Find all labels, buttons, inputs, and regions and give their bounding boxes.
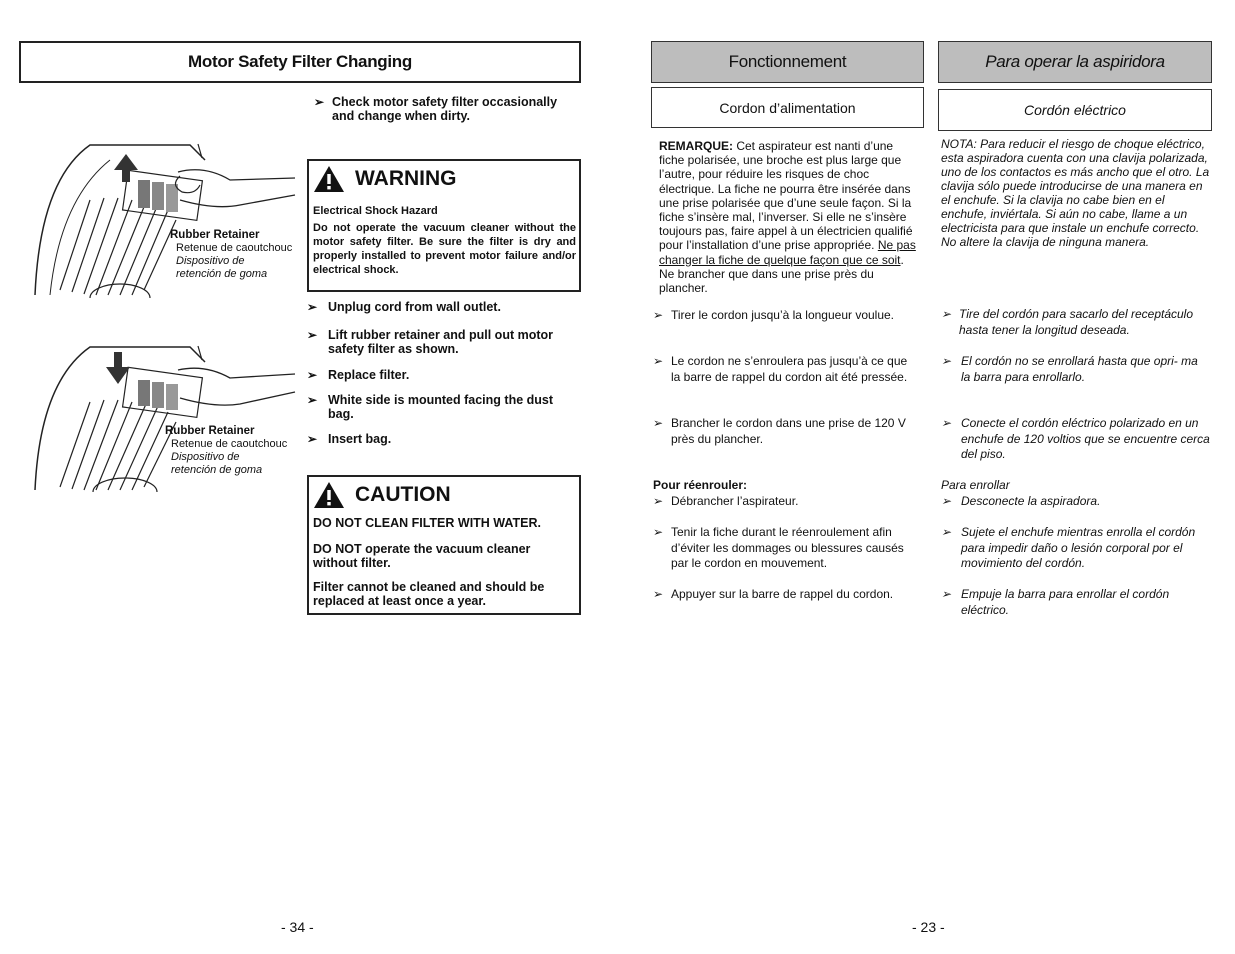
french-rewind-step: ➢ Tenir la fiche durant le réenroulement afin d’éviter les dommages ou blessures causés par le cordon en mouvement. [653,525,904,570]
arrow-icon: ➢ [941,307,952,321]
spanish-rewind-step: ➢ Empuje la barra para enrollar el cordón eléctrico. [941,587,1170,617]
figure2-caption: Rubber Retainer Retenue de caoutchouc Dispositivo de retención de goma [165,425,288,476]
spanish-header: Para operar la aspiridora [938,41,1212,83]
arrow-icon: ➢ [307,328,318,342]
page-number-right: - 23 - [912,919,945,935]
caution-line: Filter cannot be cleaned and should be replaced at least once a year. [313,580,545,608]
spanish-bullet: ➢ Conecte el cordón eléctrico polarizado en un enchufe de 120 voltios que se encuentre cerca del piso. [941,416,1210,461]
spanish-subheader: Cordón eléctrico [938,89,1212,131]
arrow-icon: ➢ [653,587,664,601]
spanish-rewind-step: ➢ Desconecte la aspiradora. [941,494,1101,508]
left-title-box [19,41,581,83]
step-item: ➢ White side is mounted facing the dust bag. [307,393,554,421]
arrow-icon: ➢ [653,308,664,322]
warning-heading: WARNING [355,167,457,190]
warning-box [307,159,581,292]
spanish-bullet: ➢ El cordón no se enrollará hasta que opri- ma la barra para enrollarlo. [941,354,1198,384]
arrow-icon: ➢ [941,354,952,368]
french-rewind-step: ➢ Débrancher l’aspirateur. [653,494,799,508]
french-bullet: ➢ Le cordon ne s’enroulera pas jusqu’à ce que la barre de rappel du cordon ait été pressée. [653,354,908,384]
warning-icon [313,165,345,193]
arrow-icon: ➢ [307,300,318,314]
arrow-icon: ➢ [653,354,664,368]
arrow-icon: ➢ [941,525,952,539]
intro-bullet: ➢ Check motor safety filter occasionally and change when dirty. [314,95,558,123]
caution-line: DO NOT CLEAN FILTER WITH WATER. [313,516,541,530]
french-header: Fonctionnement [651,41,924,83]
spanish-rewind-step: ➢ Sujete el enchufe mientras enrolla el cordón para impedir daño o lesión corporal por el movimiento del cordón. [941,525,1196,570]
french-bullet: ➢ Tirer le cordon jusqu’à la longueur voulue. [653,308,895,322]
spanish-rewind-title: Para enrollar [941,478,1010,492]
step-item: ➢ Replace filter. [307,368,410,382]
arrow-icon: ➢ [941,416,952,430]
french-note: REMARQUE: Cet aspirateur est nanti d’une fiche polarisée, une broche est plus large que l’autre, pour réduire les risques de choc électrique. La fiche ne pourra être insérée dans une prise polarisée que d’une seule façon. Si la fiche s’insère mal, l’inverser. Si elle ne s’insère toujours pas, faire appel à un électricien qualifié pour l’installation d’une prise appropriée. Ne pas changer la fiche de quelque façon que ce soit. Ne brancher que dans une prise près du plancher. [659,139,916,296]
step-item: ➢ Lift rubber retainer and pull out motor safety filter as shown. [307,328,553,356]
arrow-icon: ➢ [941,494,952,508]
caution-heading: CAUTION [355,483,451,506]
french-rewind-step: ➢ Appuyer sur la barre de rappel du cordon. [653,587,894,601]
step-item: ➢ Unplug cord from wall outlet. [307,300,501,314]
arrow-icon: ➢ [941,587,952,601]
arrow-icon: ➢ [307,432,318,446]
step-item: ➢ Insert bag. [307,432,392,446]
arrow-icon: ➢ [653,416,664,430]
french-bullet: ➢ Brancher le cordon dans une prise de 120 V près du plancher. [653,416,906,446]
page-title: Motor Safety Filter Changing [188,52,412,71]
french-subheader: Cordon d’alimentation [651,87,924,128]
arrow-icon: ➢ [307,393,318,407]
spanish-note: NOTA: Para reducir el riesgo de choque eléctrico, esta aspiradora cuenta con una clavija polarizada, uno de los contactos es más ancho que el otro. La clavija sólo puede introducirse de una manera en el enchufe. Si la clavija no cabe bien en el enchufe, inviértala. Si aún no cabe, llame a un electricista para que instale un enchufe correcto. No altere la clavija de ninguna manera. [941,137,1210,249]
warning-body: Do not operate the vacuum cleaner without the motor safety filter. Be sure the filter is dry and properly installed to prevent motor failure and/or electrical shock. [313,222,576,276]
page-number-left: - 34 - [281,919,314,935]
arrow-icon: ➢ [653,525,664,539]
caution-line: DO NOT operate the vacuum cleaner without filter. [313,542,531,570]
french-rewind-title: Pour réenrouler: [653,478,748,492]
arrow-icon: ➢ [307,368,318,382]
steps-list [307,300,577,446]
spanish-bullet: ➢ Tire del cordón para sacarlo del receptáculo hasta tener la longitud deseada. [941,307,1194,337]
arrow-icon: ➢ [314,95,325,109]
arrow-icon: ➢ [653,494,664,508]
warning-subhead: Electrical Shock Hazard [313,205,438,217]
caution-box [307,475,581,615]
caution-icon [313,481,345,509]
figure1-caption: Rubber Retainer Retenue de caoutchouc Dispositivo de retención de goma [170,229,293,280]
